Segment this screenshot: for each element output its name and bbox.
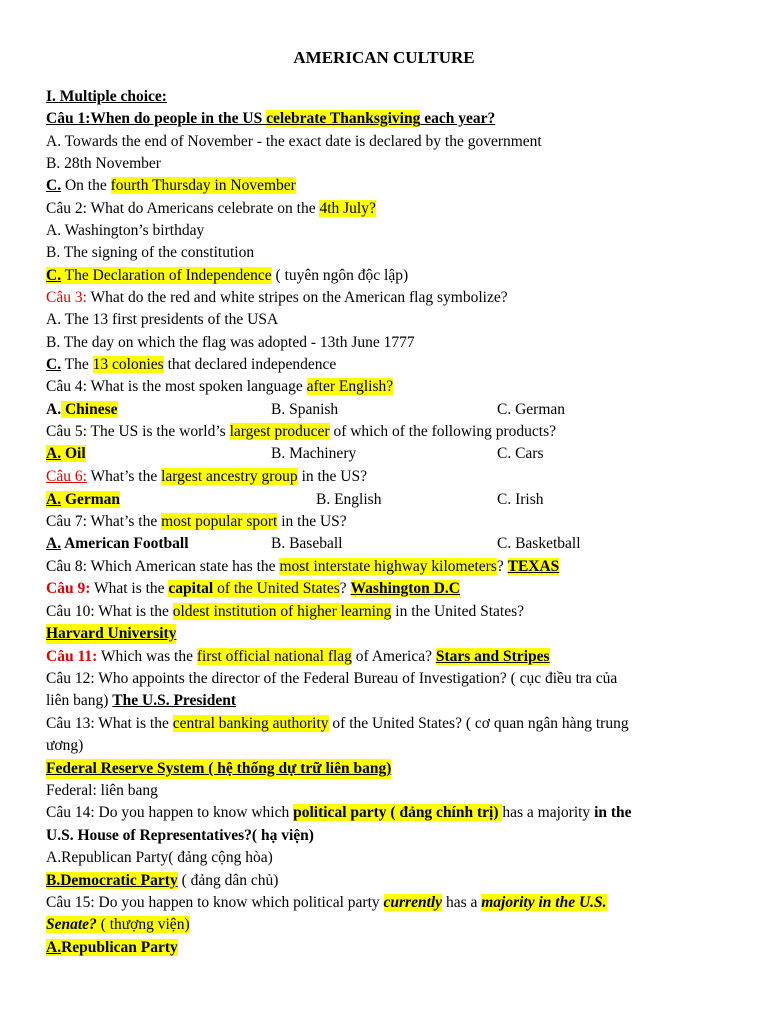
question-15-cont: Senate? ( thượng viện) [46, 916, 190, 933]
question-7: Câu 7: What’s the most popular sport in the US? [46, 513, 347, 530]
question-2: Câu 2: What do Americans celebrate on the 4th July? [46, 200, 376, 217]
question-12: Câu 12: Who appoints the director of the Federal Bureau of Investigation? ( cục điều tra của [46, 670, 618, 687]
question-9: Câu 9: What is the capital of the United States? Washington D.C [46, 580, 460, 597]
question-13-cont: ương) [46, 737, 84, 754]
question-4: Câu 4: What is the most spoken language after English? [46, 378, 394, 395]
q15-answer: A.Republican Party [46, 939, 178, 956]
q4-options: A. Chinese B. Spanish C. German [46, 401, 566, 418]
q1-option-b: B. 28th November [46, 155, 161, 172]
q14-option-a: A.Republican Party( đảng cộng hòa) [46, 849, 273, 866]
question-11: Câu 11: Which was the first official national flag of America? Stars and Stripes [46, 648, 550, 665]
q2-option-c: C. The Declaration of Independence ( tuyên ngôn độc lập) [46, 267, 409, 284]
q3-option-c: C. The 13 colonies that declared independence [46, 356, 337, 373]
question-15: Câu 15: Do you happen to know which political party currently has a majority in the U.S. [46, 894, 607, 911]
question-1: Câu 1:When do people in the US celebrate Thanksgiving each year? [46, 110, 496, 127]
document-title: AMERICAN CULTURE [293, 48, 475, 67]
question-10: Câu 10: What is the oldest institution of higher learning in the United States? [46, 603, 525, 620]
q1-option-c: C. On the fourth Thursday in November [46, 177, 296, 194]
q6-options: A. German B. English C. Irish [46, 491, 544, 508]
question-14-cont: U.S. House of Representatives?( hạ viện) [46, 827, 314, 844]
q13-note: Federal: liên bang [46, 782, 158, 799]
question-8: Câu 8: Which American state has the most interstate highway kilometers? TEXAS [46, 558, 560, 575]
q2-option-a: A. Washington’s birthday [46, 222, 205, 239]
question-13: Câu 13: What is the central banking authority of the United States? ( cơ quan ngân hàng trung [46, 715, 629, 732]
q14-option-b: B.Democratic Party ( đảng dân chủ) [46, 872, 279, 889]
q12-answer-line: liên bang) The U.S. President [46, 692, 237, 709]
question-14: Câu 14: Do you happen to know which political party ( đảng chính trị) has a majority in the [46, 804, 632, 821]
section-heading: I. Multiple choice: [46, 88, 167, 105]
q7-options: A. American Football B. Baseball C. Basketball [46, 535, 581, 552]
question-3: Câu 3: What do the red and white stripes on the American flag symbolize? [46, 289, 508, 306]
question-6: Câu 6: What’s the largest ancestry group in the US? [46, 468, 367, 485]
q5-options: A. Oil B. Machinery C. Cars [46, 445, 544, 462]
question-5: Câu 5: The US is the world’s largest producer of which of the following products? [46, 423, 556, 440]
q3-option-a: A. The 13 first presidents of the USA [46, 311, 279, 328]
q3-option-b: B. The day on which the flag was adopted - 13th June 1777 [46, 334, 415, 351]
q1-option-a: A. Towards the end of November - the exact date is declared by the government [46, 133, 542, 150]
q10-answer: Harvard University [46, 625, 177, 642]
q2-option-b: B. The signing of the constitution [46, 244, 255, 261]
q13-answer: Federal Reserve System ( hệ thống dự trữ liên bang) [46, 760, 392, 777]
